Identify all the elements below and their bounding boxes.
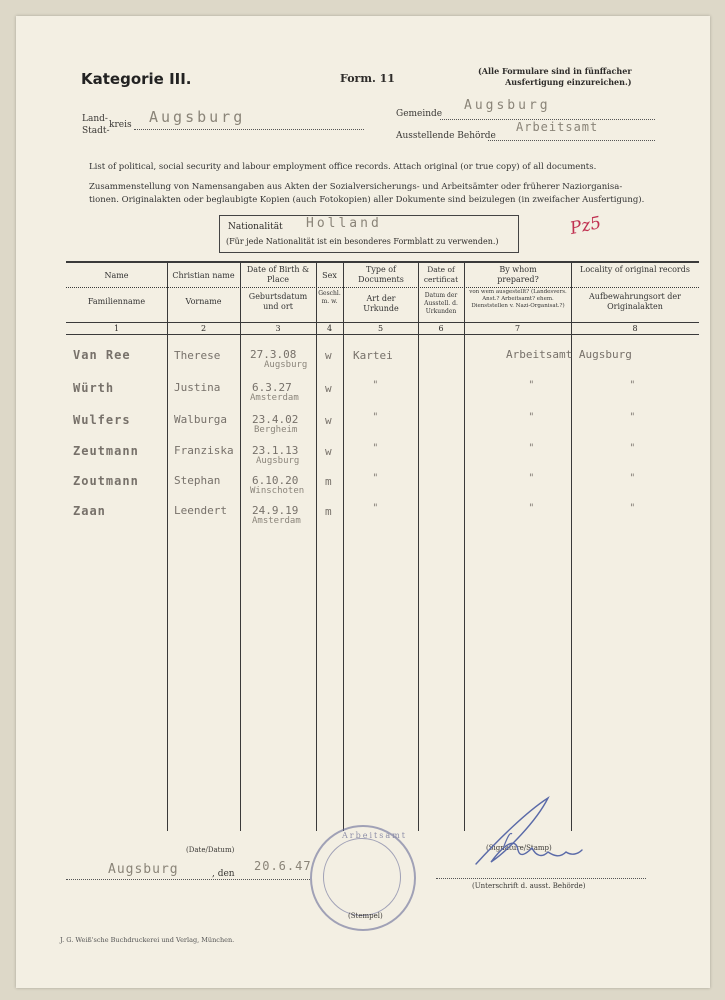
col-number-4: 4	[326, 324, 333, 333]
row-6-place: Amsterdam	[252, 516, 301, 526]
row-3-by-ditto: "	[529, 412, 534, 423]
row-6-name: Zaan	[73, 504, 106, 518]
col-number-2: 2	[200, 324, 207, 333]
col-header-date-cert-en: Date of certificat	[423, 265, 459, 284]
col-header-by-whom-de: von wem ausgestellt? (Landesvers. Anst.? Arbeitsamt? ehem. Dienststellen v. Nazi-Organisat.?)	[469, 289, 567, 309]
row-6-by-ditto: "	[529, 503, 534, 514]
row-1-by: Arbeitsamt Augsburg	[506, 348, 632, 361]
landkreis-label-land: Land-	[82, 114, 108, 124]
col-header-name-de: Familienname	[87, 297, 146, 306]
row-1-name: Van Ree	[73, 348, 131, 362]
signature-sublabel: (Unterschrift d. ausst. Behörde)	[472, 882, 586, 890]
signature-label: (Signature/Stamp)	[486, 844, 552, 852]
row-3-first: Walburga	[174, 413, 227, 426]
gemeinde-label: Gemeinde	[396, 109, 443, 119]
col-header-birth-en: Date of Birth & Place	[246, 265, 310, 284]
col-number-6: 6	[438, 324, 444, 333]
date-label: (Date/Datum)	[186, 846, 235, 854]
row-4-locality-ditto: "	[630, 443, 635, 454]
row-5-doc-ditto: "	[373, 473, 378, 484]
col-header-name-en: Name	[104, 271, 129, 280]
landkreis-value: Augsburg	[149, 108, 246, 126]
col-divider-4	[343, 261, 344, 831]
col-number-3: 3	[275, 324, 281, 333]
row-3-date: 23.4.02	[252, 413, 299, 426]
row-5-by-ditto: "	[529, 473, 534, 484]
nationality-value: Holland	[306, 216, 382, 231]
table-header-split	[66, 287, 699, 288]
footer-date: 20.6.47	[254, 859, 312, 873]
category-title: Kategorie III.	[81, 70, 192, 88]
col-header-locality-en: Locality of original records	[580, 265, 690, 274]
row-1-doc: Kartei	[353, 349, 393, 362]
row-3-name: Wulfers	[73, 413, 131, 427]
row-4-place: Augsburg	[256, 456, 300, 466]
handwritten-signature	[436, 792, 586, 872]
stamp-label: (Stempel)	[348, 912, 383, 920]
signature-line	[436, 878, 646, 879]
row-6-locality-ditto: "	[630, 503, 635, 514]
col-header-christian-de: Vorname	[185, 297, 222, 306]
col-header-date-cert-de: Datum der Ausstell. d. Urkunden	[424, 292, 458, 315]
col-header-sex-de: Geschl. m. w.	[318, 290, 341, 305]
intro-english: List of political, social security and labour employment office records. Attach original (or true copy) of all documents.	[89, 162, 597, 172]
document-sheet	[16, 16, 710, 988]
row-3-locality-ditto: "	[630, 412, 635, 423]
row-2-date: 6.3.27	[252, 381, 292, 394]
printer-imprint: J. G. Weiß'sche Buchdruckerei und Verlag, München.	[60, 936, 235, 944]
copies-note	[478, 66, 632, 88]
col-header-locality-de: Aufbewahrungsort der Originalakten	[589, 292, 681, 311]
gemeinde-value: Augsburg	[464, 98, 551, 113]
row-1-place: Augsburg	[264, 360, 308, 370]
row-2-name: Würth	[73, 381, 115, 395]
row-2-first: Justina	[174, 381, 221, 394]
row-5-place: Winschoten	[250, 486, 305, 496]
row-2-doc-ditto: "	[373, 380, 378, 391]
col-header-doc-en: Type of Documents	[358, 265, 404, 284]
col-divider-3	[316, 261, 317, 831]
stamp-inner-ring	[323, 838, 401, 916]
col-divider-1	[167, 261, 168, 831]
footer-date-line	[66, 879, 310, 880]
col-number-8: 8	[632, 324, 638, 333]
row-5-sex: m	[325, 475, 332, 488]
row-6-date: 24.9.19	[252, 504, 299, 517]
row-6-first: Leendert	[174, 504, 227, 517]
copies-note-line-2: Ausfertigung einzureichen.)	[505, 77, 632, 87]
landkreis-label-kreis: kreis	[109, 120, 132, 130]
form-number: Form. 11	[340, 72, 395, 85]
col-header-christian-en: Christian name	[172, 271, 235, 280]
row-6-doc-ditto: "	[373, 503, 378, 514]
row-1-date: 27.3.08	[250, 348, 297, 361]
row-2-locality-ditto: "	[630, 380, 635, 391]
row-2-place: Amsterdam	[250, 393, 299, 403]
col-divider-7	[571, 261, 572, 831]
col-divider-2	[240, 261, 241, 831]
col-number-5: 5	[377, 324, 384, 333]
intro-german-1: Zusammenstellung von Namensangaben aus Akten der Sozialversicherungs- und Arbeitsämter oder früherer Naziorganisa-	[89, 182, 623, 192]
col-number-7: 7	[514, 324, 521, 333]
row-5-name: Zoutmann	[73, 474, 139, 488]
col-header-sex-en: Sex	[322, 271, 337, 280]
row-4-name: Zeutmann	[73, 444, 139, 458]
behoerde-label: Ausstellende Behörde	[396, 131, 496, 141]
copies-note-line-1: (Alle Formulare sind in fünffacher	[478, 66, 632, 76]
table-header-bottom	[66, 322, 699, 323]
footer-place: Augsburg	[108, 862, 179, 877]
col-header-by-whom-en: By whom prepared?	[497, 265, 539, 284]
footer-den: , den	[212, 869, 235, 879]
landkreis-label-stadt: Stadt-	[82, 126, 110, 136]
behoerde-line	[488, 140, 655, 141]
row-4-date: 23.1.13	[252, 444, 299, 457]
row-4-by-ditto: "	[529, 443, 534, 454]
nationality-box	[219, 215, 519, 253]
row-5-first: Stephan	[174, 474, 221, 487]
col-header-birth-de: Geburtsdatum und ort	[248, 292, 308, 311]
row-5-date: 6.10.20	[252, 474, 299, 487]
row-3-sex: w	[325, 414, 332, 427]
stamp-text: Arbeitsamt	[342, 831, 407, 840]
row-5-locality-ditto: "	[630, 473, 635, 484]
nationality-label: Nationalität	[228, 222, 283, 232]
row-2-by-ditto: "	[529, 380, 534, 391]
row-6-sex: m	[325, 505, 332, 518]
row-1-first: Therese	[174, 349, 221, 362]
row-3-place: Bergheim	[254, 425, 298, 435]
intro-german-2: tionen. Originalakten oder beglaubigte Kopien (auch Fotokopien) aller Dokumente sind beizulegen (in zweifacher Ausfertigung).	[89, 195, 645, 205]
table-number-row-bottom	[66, 334, 699, 335]
handwritten-red-mark: Pz5	[568, 212, 603, 240]
landkreis-line	[134, 129, 364, 130]
row-2-sex: w	[325, 382, 332, 395]
col-divider-6	[464, 261, 465, 831]
nationality-note: (Für jede Nationalität ist ein besonderes Formblatt zu verwenden.)	[226, 237, 499, 246]
row-3-doc-ditto: "	[373, 412, 378, 423]
col-header-doc-de: Art der Urkunde	[363, 294, 399, 313]
row-4-sex: w	[325, 445, 332, 458]
col-number-1: 1	[113, 324, 120, 333]
row-4-first: Franziska	[174, 444, 234, 457]
row-1-sex: w	[325, 349, 332, 362]
behoerde-value: Arbeitsamt	[516, 120, 599, 134]
col-divider-5	[418, 261, 419, 831]
table-top-border	[66, 261, 699, 263]
row-4-doc-ditto: "	[373, 443, 378, 454]
